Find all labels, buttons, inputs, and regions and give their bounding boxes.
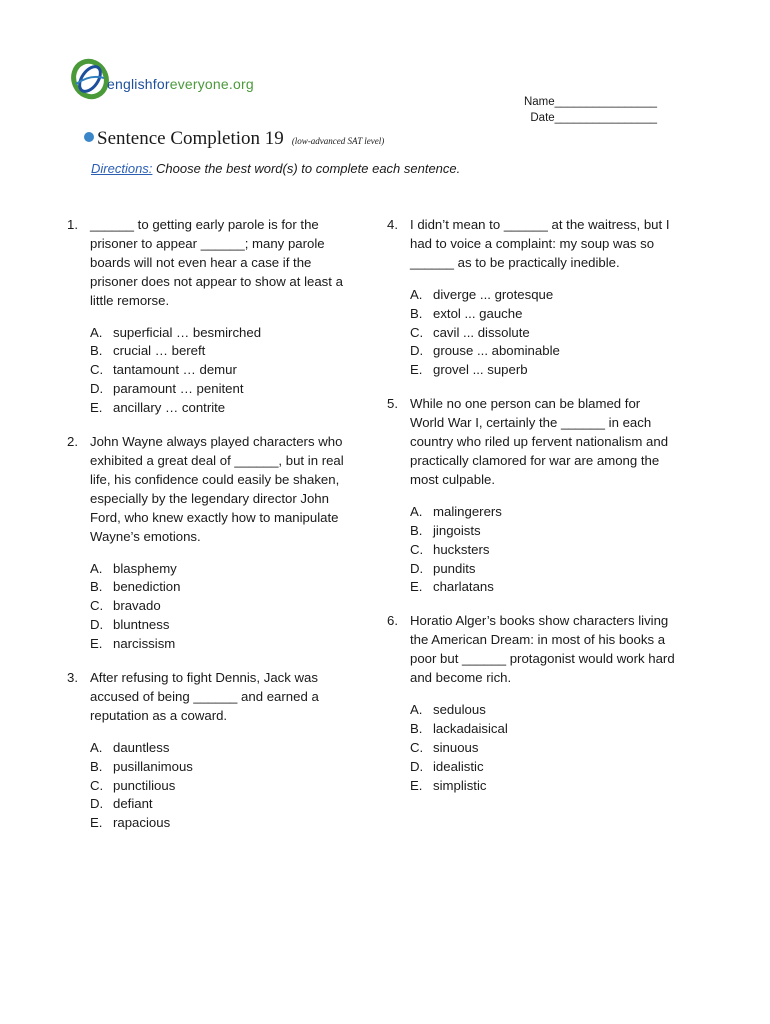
choice-text: pundits (433, 560, 476, 576)
question-text: After refusing to fight Dennis, Jack was accused of being ______ and earned a reputation as a coward. (90, 670, 319, 723)
answer-choice[interactable] (387, 503, 677, 522)
choice-text: rapacious (113, 815, 171, 831)
level-note: (low-advanced SAT level) (291, 136, 385, 146)
question-stem (67, 669, 357, 726)
answer-choice[interactable] (67, 777, 357, 796)
answer-choice[interactable] (387, 578, 677, 597)
answer-choice[interactable] (387, 777, 677, 796)
answer-choice[interactable] (67, 795, 357, 814)
choice-letter: D. (410, 343, 424, 359)
answer-choice[interactable] (387, 324, 677, 343)
choice-text: jingoists (433, 522, 481, 538)
answer-choices (67, 560, 357, 655)
question-stem (67, 216, 357, 311)
question-1 (67, 216, 357, 418)
choice-letter: A. (90, 560, 103, 576)
choice-letter: E. (90, 815, 103, 831)
name-date-fields (524, 95, 657, 126)
answer-choice[interactable] (387, 541, 677, 560)
answer-choice[interactable] (67, 814, 357, 833)
choice-text: paramount … penitent (113, 381, 244, 397)
left-column (67, 216, 357, 848)
choice-letter: E. (90, 636, 103, 652)
choice-letter: D. (410, 560, 424, 576)
choice-letter: E. (410, 362, 423, 378)
answer-choice[interactable] (67, 380, 357, 399)
choice-text: hucksters (433, 541, 490, 557)
choice-letter: E. (410, 777, 423, 793)
choice-text: punctilious (113, 777, 176, 793)
right-column (387, 216, 677, 810)
choice-letter: B. (90, 343, 103, 359)
question-stem (387, 216, 677, 273)
question-number: 4. (387, 217, 398, 232)
answer-choice[interactable] (387, 305, 677, 324)
question-number: 2. (67, 434, 78, 450)
choice-text: sinuous (433, 739, 479, 755)
choice-letter: C. (410, 739, 424, 755)
choice-letter: C. (90, 777, 104, 793)
choice-text: defiant (113, 796, 153, 812)
question-text: I didn’t mean to ______ at the waitress, but I had to voice a complaint: my soup was so ______ as to be practically inedible. (410, 217, 670, 270)
choice-letter: C. (90, 362, 104, 378)
question-number: 3. (67, 670, 78, 686)
answer-choice[interactable] (67, 616, 357, 635)
title-row (84, 128, 384, 150)
choice-text: crucial … bereft (113, 343, 206, 359)
choice-letter: D. (90, 617, 104, 633)
answer-choice[interactable] (387, 560, 677, 579)
choice-letter: C. (90, 598, 104, 614)
answer-choices (387, 503, 677, 598)
choice-text: grouse ... abominable (433, 343, 560, 359)
choice-text: lackadaisical (433, 720, 508, 736)
choice-text: ancillary … contrite (113, 400, 226, 416)
question-2 (67, 433, 357, 654)
choice-text: diverge ... grotesque (433, 286, 554, 302)
choice-text: sedulous (433, 701, 486, 717)
globe-logo-icon (70, 54, 110, 102)
answer-choices (387, 286, 677, 381)
question-text: ______ to getting early parole is for the prisoner to appear ______; many parole boards will not even hear a case if the prisoner does not appear to show at least a little remorse. (90, 217, 343, 308)
choice-text: benediction (113, 579, 181, 595)
answer-choice[interactable] (67, 324, 357, 343)
question-4 (387, 216, 677, 380)
directions-label: Directions: (91, 161, 153, 176)
choice-letter: B. (410, 522, 423, 538)
question-text: John Wayne always played characters who exhibited a great deal of ______, but in real life, his confidence could easily be shaken, especially by the legendary director John Ford, who knew exactly how to manipulate Wayne’s emotions. (90, 434, 344, 544)
answer-choices (67, 324, 357, 419)
question-stem (387, 612, 677, 688)
answer-choice[interactable] (387, 701, 677, 720)
question-6 (387, 612, 677, 795)
choice-text: idealistic (433, 758, 484, 774)
answer-choice[interactable] (387, 758, 677, 777)
directions-text: Choose the best word(s) to complete each sentence. (152, 161, 461, 176)
site-logo-text[interactable] (107, 76, 254, 92)
name-field: Name________________ (523, 96, 657, 108)
choice-letter: D. (410, 758, 424, 774)
answer-choice[interactable] (387, 361, 677, 380)
choice-text: charlatans (433, 579, 494, 595)
answer-choice[interactable] (387, 342, 677, 361)
logo-text-part2: everyone.org (169, 76, 254, 92)
choice-text: dauntless (113, 739, 170, 755)
question-number: 1. (67, 217, 78, 232)
answer-choice[interactable] (67, 578, 357, 597)
choice-text: pusillanimous (113, 758, 193, 774)
choice-letter: C. (410, 541, 424, 557)
choice-text: blasphemy (113, 560, 177, 576)
answer-choices (387, 701, 677, 796)
choice-letter: C. (410, 324, 424, 340)
choice-letter: E. (410, 579, 423, 595)
date-field: Date________________ (530, 111, 657, 124)
question-number: 6. (387, 613, 398, 629)
choice-text: malingerers (433, 503, 502, 519)
answer-choice[interactable] (67, 361, 357, 380)
choice-letter: E. (90, 400, 103, 416)
question-5 (387, 395, 677, 597)
question-text: Horatio Alger’s books show characters living the American Dream: in most of his books a poor but ______ protagonist would work hard and become rich. (410, 613, 675, 686)
choice-letter: A. (410, 286, 423, 302)
title-bullet-icon (84, 132, 94, 142)
answer-choices (67, 739, 357, 834)
answer-choice[interactable] (387, 739, 677, 758)
choice-text: narcissism (113, 636, 176, 652)
answer-choice[interactable] (67, 560, 357, 579)
answer-choice[interactable] (67, 399, 357, 418)
choice-text: superficial … besmirched (113, 324, 262, 340)
choice-text: cavil ... dissolute (433, 324, 530, 340)
choice-letter: A. (410, 503, 423, 519)
choice-letter: A. (90, 739, 103, 755)
choice-letter: A. (410, 701, 423, 717)
answer-choice[interactable] (67, 342, 357, 361)
choice-letter: A. (90, 324, 103, 340)
choice-text: bluntness (113, 617, 170, 633)
question-stem (387, 395, 677, 490)
answer-choice[interactable] (67, 739, 357, 758)
answer-choice[interactable] (387, 720, 677, 739)
choice-text: grovel ... superb (433, 362, 528, 378)
question-stem (67, 433, 357, 546)
choice-text: simplistic (433, 777, 487, 793)
choice-letter: D. (90, 796, 104, 812)
choice-letter: B. (410, 720, 423, 736)
directions (91, 161, 460, 176)
logo-text-part1: englishfor (107, 76, 170, 92)
choice-letter: D. (90, 381, 104, 397)
answer-choice[interactable] (67, 597, 357, 616)
question-text: While no one person can be blamed for World War I, certainly the ______ in each country who riled up fervent nationalism and practically clamored for war are among the most culpable. (410, 396, 669, 487)
question-number: 5. (387, 396, 398, 412)
choice-text: extol ... gauche (433, 305, 523, 321)
answer-choice[interactable] (387, 522, 677, 541)
choice-letter: B. (410, 305, 423, 321)
answer-choice[interactable] (387, 286, 677, 305)
choice-text: tantamount … demur (113, 362, 237, 378)
choice-text: bravado (113, 598, 161, 614)
choice-letter: B. (90, 758, 103, 774)
answer-choice[interactable] (67, 758, 357, 777)
question-3 (67, 669, 357, 833)
page-title: Sentence Completion 19 (97, 128, 284, 149)
answer-choice[interactable] (67, 635, 357, 654)
choice-letter: B. (90, 579, 103, 595)
